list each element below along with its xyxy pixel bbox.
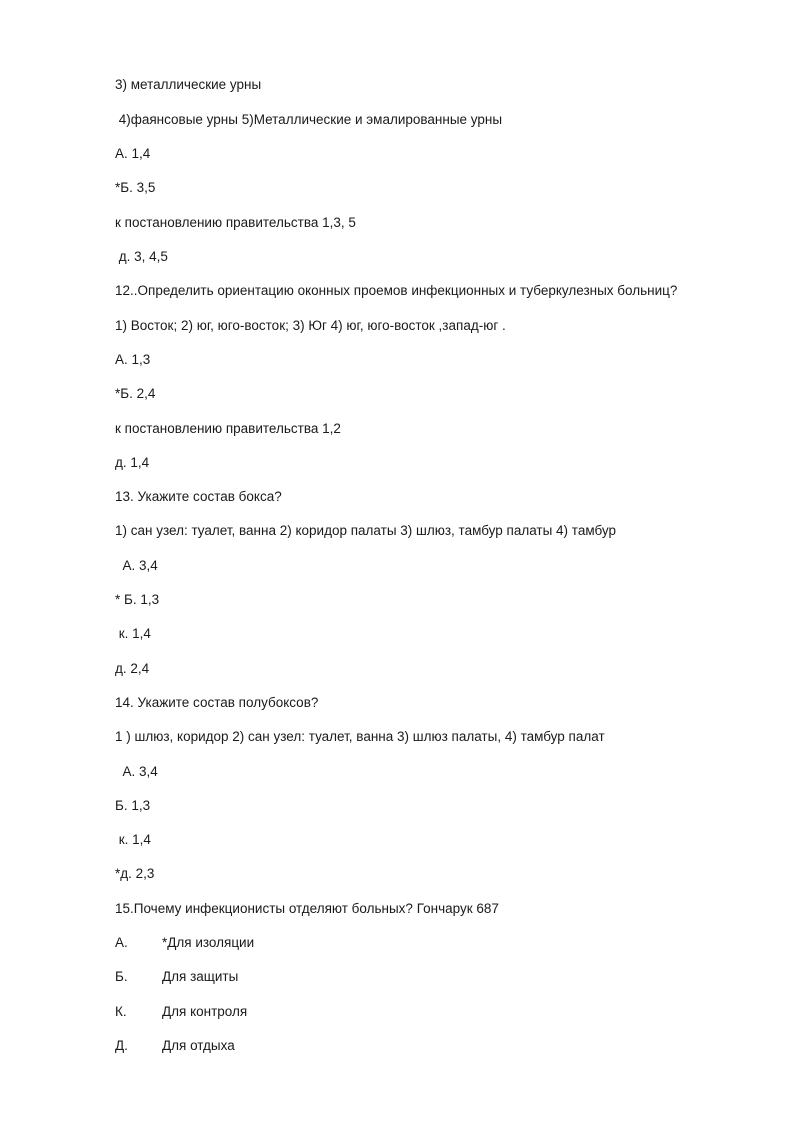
text-line: А. 3,4 [115, 764, 158, 779]
text-line: д. 3, 4,5 [115, 249, 168, 264]
question-15: 15.Почему инфекционисты отделяют больных? Гончарук 687 [115, 901, 499, 916]
question-13: 13. Укажите состав бокса? [115, 489, 282, 504]
text-line: к постановлению правительства 1,3, 5 [115, 215, 356, 230]
text-line: к. 1,4 [115, 832, 151, 847]
text-line: к постановлению правительства 1,2 [115, 421, 341, 436]
option-text: Для контроля [162, 1004, 248, 1019]
question-14: 14. Укажите состав полубоксов? [115, 695, 319, 710]
text-line: 4)фаянсовые урны 5)Металлические и эмалированные урны [115, 112, 503, 127]
text-line: 1 ) шлюз, коридор 2) сан узел: туалет, ванна 3) шлюз палаты, 4) тамбур палат [115, 729, 605, 744]
text-line: к. 1,4 [115, 626, 151, 641]
text-line: *Б. 2,4 [115, 386, 156, 401]
option-letter: Д. [115, 1038, 128, 1053]
text-line: 1) сан узел: туалет, ванна 2) коридор палаты 3) шлюз, тамбур палаты 4) тамбур [115, 523, 617, 538]
text-line: д. 1,4 [115, 455, 150, 470]
option-letter: Б. [115, 969, 128, 984]
text-line: 1) Восток; 2) юг, юго-восток; 3) Юг 4) юг, юго-восток ,запад-юг . [115, 318, 506, 333]
text-line: А. 1,3 [115, 352, 151, 367]
option-text: *Для изоляции [162, 935, 255, 950]
question-12: 12..Определить ориентацию оконных проемов инфекционных и туберкулезных больниц? [115, 283, 678, 298]
text-line: *Б. 3,5 [115, 180, 156, 195]
text-line: Б. 1,3 [115, 798, 151, 813]
text-line: А. 1,4 [115, 146, 151, 161]
option-letter: К. [115, 1004, 127, 1019]
text-line: А. 3,4 [115, 558, 158, 573]
option-text: Для защиты [162, 969, 239, 984]
option-text: Для отдыха [162, 1038, 235, 1053]
text-line: д. 2,4 [115, 661, 150, 676]
text-line: *д. 2,3 [115, 866, 155, 881]
text-line: * Б. 1,3 [115, 592, 160, 607]
option-letter: А. [115, 935, 128, 950]
text-line: 3) металлические урны [115, 77, 262, 92]
